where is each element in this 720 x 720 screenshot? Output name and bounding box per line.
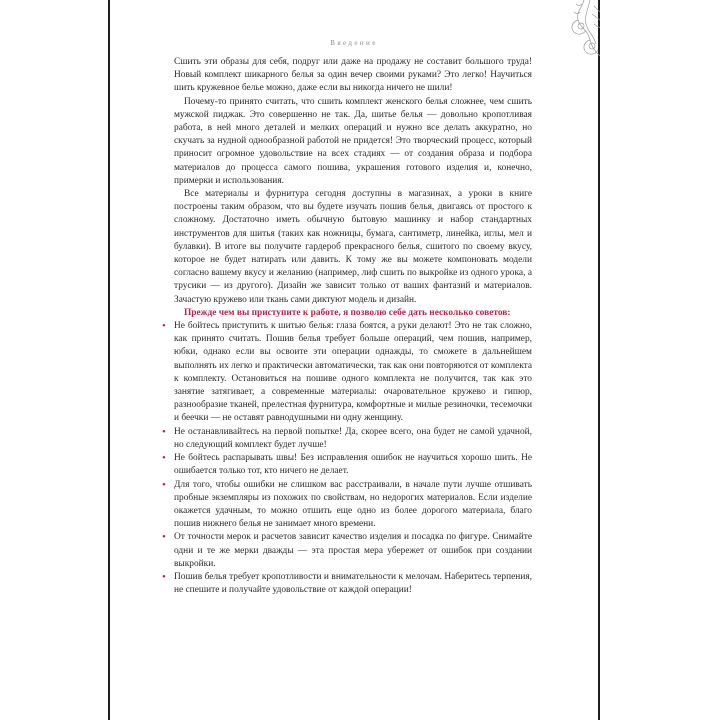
paragraph-intro: Сшить эти образы для себя, подруг или даже на продажу не составит большого труда! Новый комплект шикарного белья за один вечер своими руками? Это легко! Научиться шить кружевное белье можно, даже если вы никогда ничего не шили! (174, 57, 532, 94)
running-head: Введение (330, 39, 378, 47)
body-text (162, 56, 532, 597)
list-item (162, 425, 532, 452)
tip-text: Не бойтесь приступить к шитью белья: глаза боятся, а руки делают! Это не так сложно, как принято считать. Пошив белья требует больше операций, чем пошив, например, юбки, однако если вы освоите эти операции однажды, то сможете в дальнейшем выполнять их легко и практически автоматически, так как они повторяются от комплекта к комплекту. Остановиться на пошиве одного комплекта не получится, так как это занятие затягивает, а современные материалы: очаровательное кружево и гипюр, разнообразие тканей, прелестная фурнитура, комфортные и милые резиночки, тесемочки и беечки — не оставят равнодушными ни одну женщину. (174, 321, 532, 424)
bullet-icon: • (162, 320, 166, 333)
bullet-icon: • (162, 425, 166, 438)
tips-lead: Прежде чем вы приступите к работе, я позволю себе дать несколько советов: (184, 307, 511, 318)
tip-text: От точности мерок и расчетов зависит качество изделия и посадка по фигуре. Снимайте одни и те же мерки дважды — эта простая мера убережет от ошибок при создании выкройки. (174, 532, 532, 569)
list-item (162, 570, 532, 597)
list-item (162, 531, 532, 571)
list-item (162, 452, 532, 478)
paragraph-myth: Почему-то принято считать, что сшить комплект женского белья сложнее, чем сшить мужской пиджак. Это совершенно не так. Да, шитье белья — довольно кропотливая работа, в ней много деталей и мелких операций и нужно все делать аккуратно, но скучать за нудной однообразной работой не придется! Это творческий процесс, который приносит огромное удовольствие на всех стадиях — от создания образа и подбора материалов до процесса самого пошива, украшения готового изделия и, конечно, примерки и использования. (174, 96, 532, 186)
lace-ornament-icon (554, 0, 600, 60)
list-item (162, 320, 532, 426)
paragraph-materials: Все материалы и фурнитура сегодня доступны в магазинах, а уроки в книге построены таким образом, что вы будете изучать пошив белья, двигаясь от простого к сложному. Достаточно иметь обычную бытовую машинку и набор стандартных инструментов для шитья (таких как ножницы, бумага, сантиметр, линейка, иглы, мел и булавки). В итоге вы получите гардероб прекрасного белья, сшитого по своему вкусу, которое не будет натирать или давить. К тому же вы можете компоновать модели согласно вашему вкусу и желанию (например, лиф сшить по выкройке из одного урока, а трусики — из другого). Дизайн же зависит только от ваших фантазий и материалов. Зачастую кружево или ткань сами диктуют модель и дизайн. (174, 189, 532, 305)
tip-text: Не бойтесь распарывать швы! Без исправления ошибок не научиться хорошо шить. Не ошибается только тот, кто ничего не делает. (174, 453, 532, 477)
book-page (108, 0, 600, 720)
tips-list (162, 320, 532, 597)
bullet-icon: • (162, 570, 166, 583)
list-item (162, 478, 532, 532)
tip-text: Не останавливайтесь на первой попытке! Да, скорее всего, она будет не самой удачной, но следующий комплект будет лучше! (174, 426, 532, 450)
bullet-icon: • (162, 452, 166, 465)
bullet-icon: • (162, 478, 166, 491)
tip-text: Пошив белья требует кропотливости и внимательности к мелочам. Наберитесь терпения, не спешите и получайте удовольствие от каждой операции! (174, 571, 532, 596)
bullet-icon: • (162, 531, 166, 544)
tip-text: Для того, чтобы ошибки не слишком вас расстраивали, в начале пути лучше отшивать пробные экземпляры из похожих по свойствам, но недорогих материалов. Если изделие окажется удачным, то можно отшить еще одно из более дорогого материала, благо пошив нижнего белья не занимает много времени. (174, 479, 532, 530)
